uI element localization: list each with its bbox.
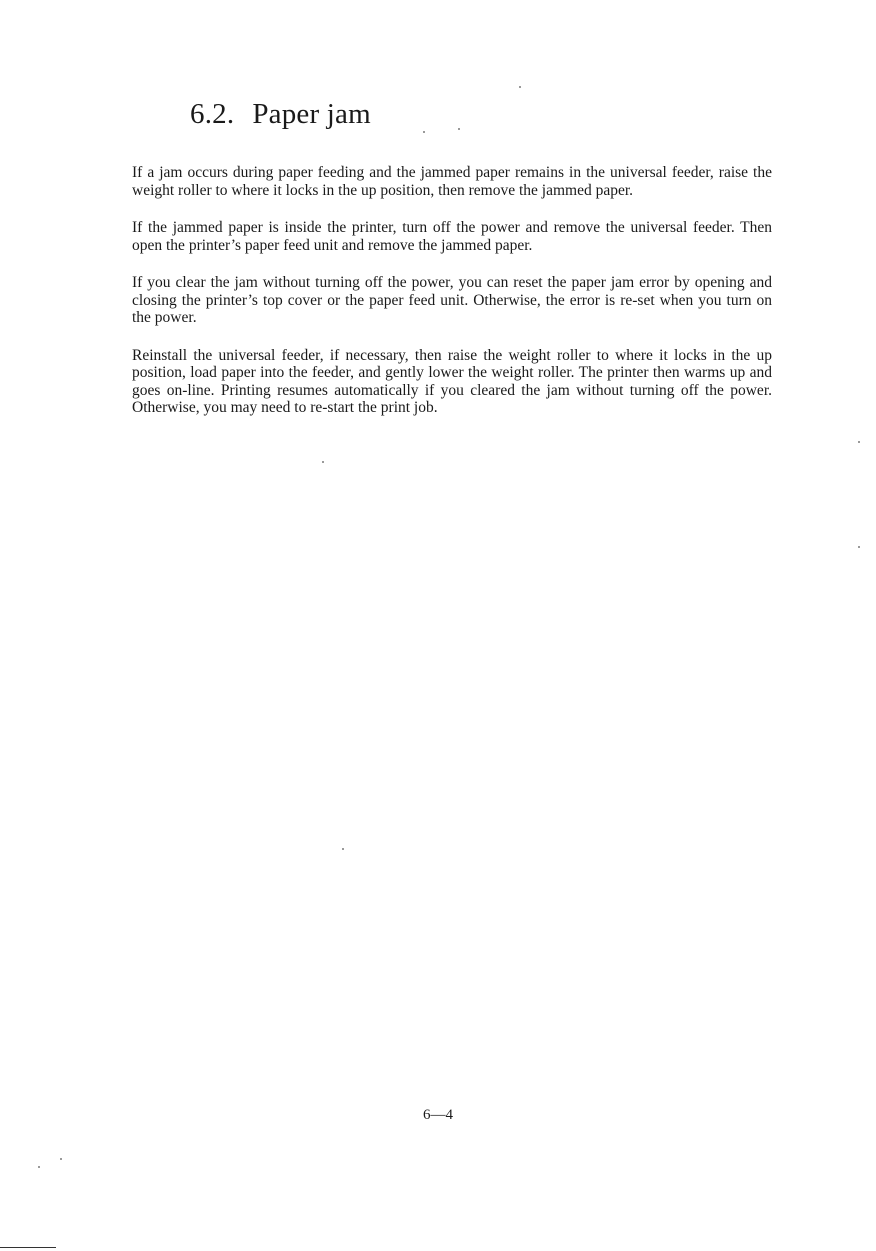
scan-speck: [858, 546, 860, 548]
scan-speck: [322, 461, 324, 463]
paragraph-reset-error: If you clear the jam without turning off the power, you can reset the paper jam error by opening and closing the printer’s top cover or the paper feed unit. Otherwise, the error is re-set when you turn on the power.: [132, 274, 772, 326]
section-heading: [190, 96, 371, 132]
page-number: 6—4: [423, 1107, 453, 1123]
scan-speck: [342, 848, 344, 850]
paragraph-reinstall-feeder: Reinstall the universal feeder, if necessary, then raise the weight roller to where it locks in the up position, load paper into the feeder, and gently lower the weight roller. The printer then warms up and goes on-line. Printing resumes automatically if you cleared the jam without turning off the power. Otherwise, you may need to re-start the print job.: [132, 346, 772, 416]
section-title: Paper jam: [252, 98, 371, 130]
scan-speck: [60, 1158, 62, 1160]
body-text: [132, 164, 772, 437]
scan-speck: [519, 86, 521, 88]
scan-speck: [858, 441, 860, 443]
scan-speck: [423, 131, 425, 133]
scan-speck: [38, 1166, 40, 1168]
scan-edge-line: [0, 1247, 56, 1248]
paragraph-paper-jam-feeder: If a jam occurs during paper feeding and the jammed paper remains in the universal feeder, raise the weight roller to where it locks in the up position, then remove the jammed paper.: [132, 164, 772, 199]
paragraph-paper-jam-inside: If the jammed paper is inside the printer, turn off the power and remove the universal feeder. Then open the printer’s paper feed unit and remove the jammed paper.: [132, 219, 772, 254]
scan-speck: [458, 128, 460, 130]
section-number: 6.2.: [190, 98, 235, 130]
